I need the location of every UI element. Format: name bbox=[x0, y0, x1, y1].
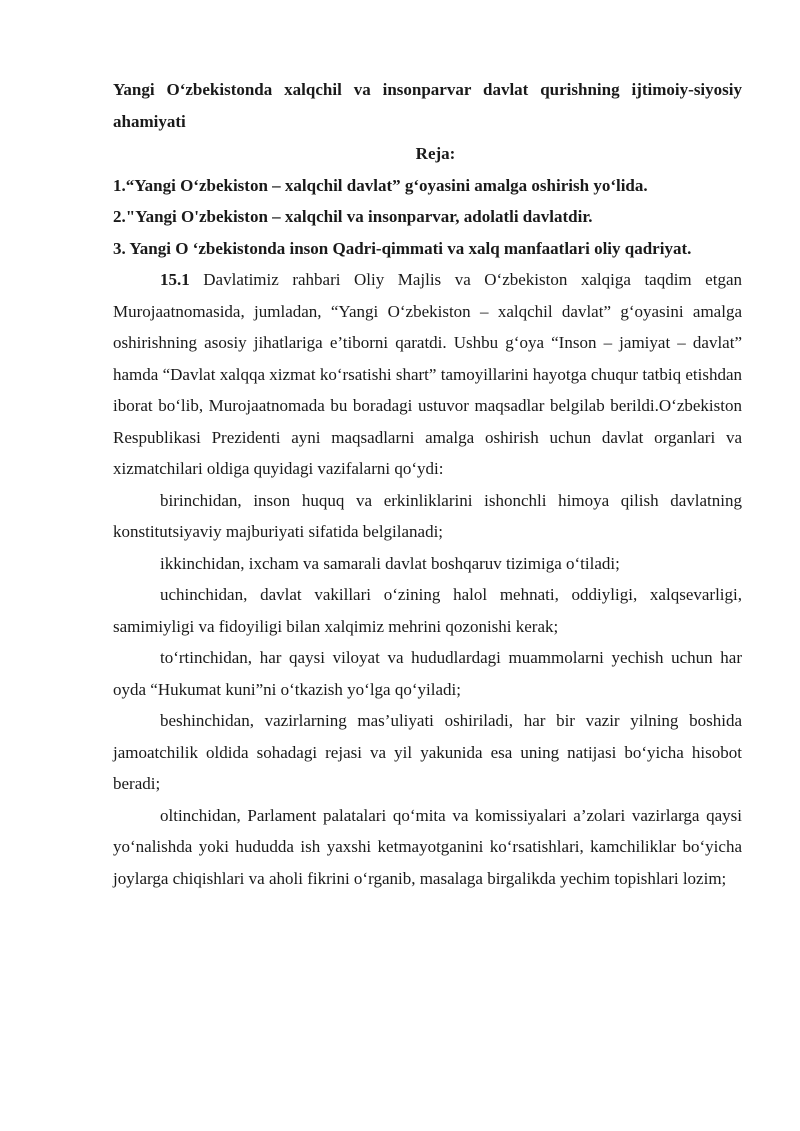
document-title: Yangi O‘zbekistonda xalqchil va insonparvar davlat qurishning ijtimoiy-siyosiy ahamiyati bbox=[113, 80, 742, 131]
paragraph-fifth: beshinchidan, vazirlarning mas’uliyati oshiriladi, har bir vazir yilning boshida jamoatchilik oldida sohadagi rejasi va yil yakunida esa uning natijasi bo‘yicha hisobot beradi; bbox=[113, 711, 742, 793]
plan-heading: Reja: bbox=[415, 144, 456, 163]
plan-item-2: 2."Yangi O'zbekiston – xalqchil va insonparvar, adolatli davlatdir. bbox=[113, 207, 593, 226]
plan-item-1: 1.“Yangi O‘zbekiston – xalqchil davlat” g‘oyasini amalga oshirish yo‘lida. bbox=[113, 175, 648, 195]
plan-item-3: 3. Yangi O ‘zbekistonda inson Qadri-qimmati va xalq manfaatlari oliy qadriyat. bbox=[113, 238, 692, 258]
paragraph-sixth: oltinchidan, Parlament palatalari qo‘mita va komissiyalari a’zolari vazirlarga qaysi yo‘nalishda yoki hududda ish yaxshi ketmayotganini ko‘rsatishlari, kamchiliklar bo‘yicha joylarga chiqishlari va aholi fikrini o‘rganib, masalaga birgalikda yechim topishlari lozim; bbox=[113, 805, 742, 888]
intro-paragraph bbox=[113, 264, 742, 485]
paragraph-first: birinchidan, inson huquq va erkinliklarini ishonchli himoya qilish davlatning konstitutsiyaviy majburiyati sifatida belgilanadi; bbox=[113, 490, 742, 541]
intro-text: Davlatimiz rahbari Oliy Majlis va O‘zbekiston xalqiga taqdim etgan Murojaatnomasida, jumladan, “Yangi O‘zbekiston – xalqchil davlat” g‘oyasini amalga oshirishning asosiy jihatlariga e’tiborni qaratdi. Ushbu g‘oya “Inson – jamiyat – davlat” hamda “Davlat xalqqa xizmat ko‘rsatishi shart” tamoyillarini hayotga chuqur tatbiq etishdan iborat bo‘lib, Murojaatnomada bu boradagi ustuvor maqsadlar belgilab berildi.O‘zbekiston Respublikasi Prezidenti ayni maqsadlarni amalga oshirish uchun davlat organlari va xizmatchilari oldiga quyidagi vazifalarni qo‘ydi: bbox=[113, 270, 742, 478]
document-page bbox=[113, 74, 742, 894]
paragraph-second: ikkinchidan, ixcham va samarali davlat boshqaruv tizimiga o‘tiladi; bbox=[160, 553, 620, 573]
paragraph-fourth: to‘rtinchidan, har qaysi viloyat va hududlardagi muammolarni yechish uchun har oyda “Hukumat kuni”ni o‘tkazish yo‘lga qo‘yiladi; bbox=[113, 648, 742, 699]
section-number: 15.1 bbox=[160, 270, 190, 289]
paragraph-third: uchinchidan, davlat vakillari o‘zining halol mehnati, oddiyligi, xalqsevarligi, samimiyligi va fidoyiligi bilan xalqimiz mehrini qozonishi kerak; bbox=[113, 585, 742, 636]
